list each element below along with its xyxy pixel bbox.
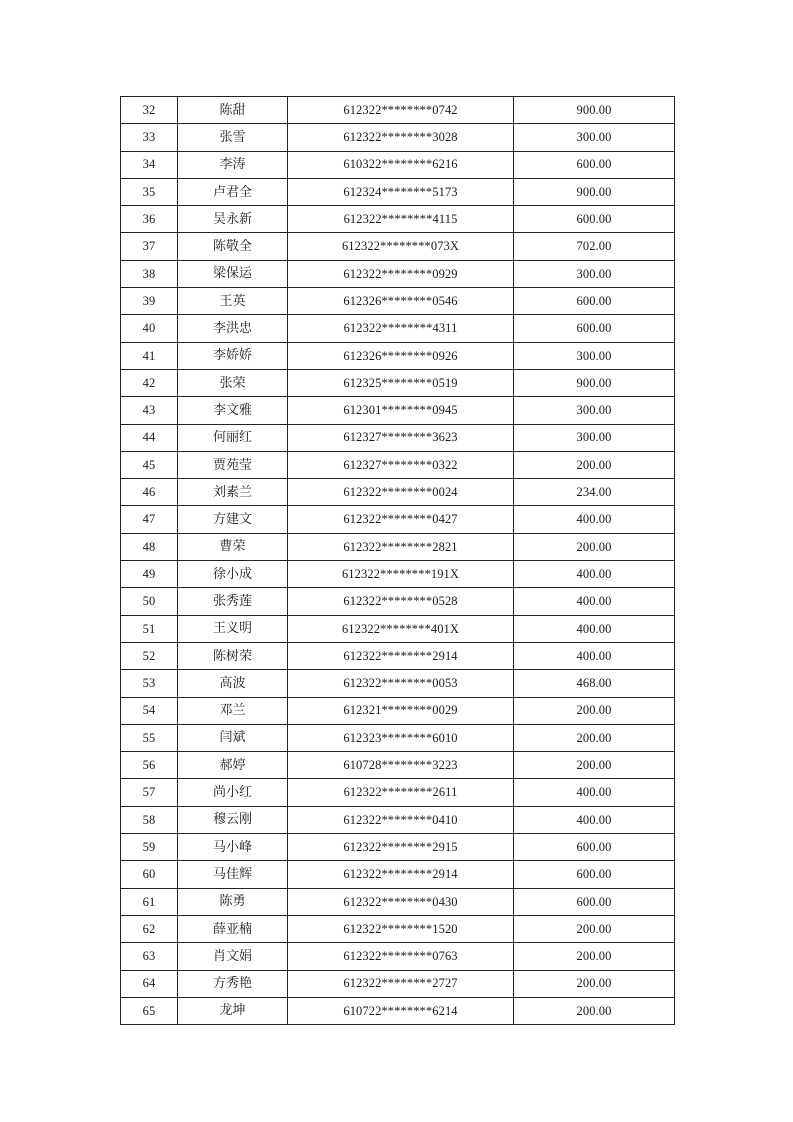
amount-value: 400.00 <box>514 615 675 642</box>
amount-value: 600.00 <box>514 888 675 915</box>
person-name: 吴永新 <box>178 206 288 233</box>
row-number: 64 <box>121 970 178 997</box>
row-number: 58 <box>121 806 178 833</box>
person-name: 王义明 <box>178 615 288 642</box>
person-name: 李文雅 <box>178 397 288 424</box>
id-number: 612324********5173 <box>288 178 514 205</box>
table-row <box>121 970 675 997</box>
person-name: 陈敬全 <box>178 233 288 260</box>
amount-value: 200.00 <box>514 697 675 724</box>
row-number: 55 <box>121 724 178 751</box>
amount-value: 200.00 <box>514 915 675 942</box>
row-number: 53 <box>121 670 178 697</box>
amount-value: 400.00 <box>514 642 675 669</box>
amount-value: 300.00 <box>514 424 675 451</box>
amount-value: 200.00 <box>514 997 675 1024</box>
id-number: 612322********0053 <box>288 670 514 697</box>
table-row <box>121 97 675 124</box>
person-name: 马佳辉 <box>178 861 288 888</box>
row-number: 57 <box>121 779 178 806</box>
table-row <box>121 724 675 751</box>
id-number: 612322********3028 <box>288 124 514 151</box>
row-number: 51 <box>121 615 178 642</box>
table-row <box>121 397 675 424</box>
id-number: 612322********0430 <box>288 888 514 915</box>
person-name: 龙坤 <box>178 997 288 1024</box>
table-row <box>121 997 675 1024</box>
amount-value: 200.00 <box>514 724 675 751</box>
table-row <box>121 233 675 260</box>
id-number: 612322********2914 <box>288 642 514 669</box>
person-name: 陈树荣 <box>178 642 288 669</box>
table-row <box>121 342 675 369</box>
person-name: 张雪 <box>178 124 288 151</box>
person-name: 高波 <box>178 670 288 697</box>
person-name: 李娇娇 <box>178 342 288 369</box>
person-name: 肖文娟 <box>178 943 288 970</box>
person-name: 闫斌 <box>178 724 288 751</box>
amount-value: 200.00 <box>514 533 675 560</box>
table-row <box>121 752 675 779</box>
row-number: 36 <box>121 206 178 233</box>
id-number: 612323********6010 <box>288 724 514 751</box>
row-number: 60 <box>121 861 178 888</box>
person-name: 李洪忠 <box>178 315 288 342</box>
amount-value: 600.00 <box>514 834 675 861</box>
row-number: 37 <box>121 233 178 260</box>
id-number: 612322********2914 <box>288 861 514 888</box>
id-number: 612327********0322 <box>288 451 514 478</box>
amount-value: 400.00 <box>514 779 675 806</box>
id-number: 612322********2821 <box>288 533 514 560</box>
person-name: 郝婷 <box>178 752 288 779</box>
amount-value: 900.00 <box>514 369 675 396</box>
row-number: 48 <box>121 533 178 560</box>
row-number: 38 <box>121 260 178 287</box>
table-row <box>121 834 675 861</box>
person-name: 刘素兰 <box>178 479 288 506</box>
person-name: 卢君全 <box>178 178 288 205</box>
person-name: 方秀艳 <box>178 970 288 997</box>
id-number: 612322********0929 <box>288 260 514 287</box>
table-body <box>121 97 675 1025</box>
table-row <box>121 424 675 451</box>
amount-value: 300.00 <box>514 124 675 151</box>
row-number: 50 <box>121 588 178 615</box>
table-row <box>121 779 675 806</box>
person-name: 曹荣 <box>178 533 288 560</box>
table-row <box>121 369 675 396</box>
amount-value: 400.00 <box>514 561 675 588</box>
person-name: 方建文 <box>178 506 288 533</box>
row-number: 65 <box>121 997 178 1024</box>
id-number: 612322********2727 <box>288 970 514 997</box>
person-name: 张荣 <box>178 369 288 396</box>
table-row <box>121 288 675 315</box>
table-row <box>121 615 675 642</box>
row-number: 39 <box>121 288 178 315</box>
table-row <box>121 533 675 560</box>
id-number: 612322********401X <box>288 615 514 642</box>
amount-value: 600.00 <box>514 151 675 178</box>
row-number: 61 <box>121 888 178 915</box>
id-number: 612322********191X <box>288 561 514 588</box>
row-number: 43 <box>121 397 178 424</box>
table-row <box>121 561 675 588</box>
amount-value: 400.00 <box>514 506 675 533</box>
id-number: 612301********0945 <box>288 397 514 424</box>
amount-value: 600.00 <box>514 861 675 888</box>
amount-value: 200.00 <box>514 970 675 997</box>
person-name: 马小峰 <box>178 834 288 861</box>
row-number: 41 <box>121 342 178 369</box>
table-row <box>121 697 675 724</box>
person-name: 贾苑莹 <box>178 451 288 478</box>
table-row <box>121 806 675 833</box>
table-row <box>121 151 675 178</box>
id-number: 610322********6216 <box>288 151 514 178</box>
id-number: 612327********3623 <box>288 424 514 451</box>
amount-value: 400.00 <box>514 588 675 615</box>
amount-value: 600.00 <box>514 206 675 233</box>
table-row <box>121 642 675 669</box>
amount-value: 702.00 <box>514 233 675 260</box>
row-number: 54 <box>121 697 178 724</box>
row-number: 47 <box>121 506 178 533</box>
id-number: 612321********0029 <box>288 697 514 724</box>
row-number: 45 <box>121 451 178 478</box>
id-number: 612322********0528 <box>288 588 514 615</box>
id-number: 612322********0427 <box>288 506 514 533</box>
person-name: 梁保运 <box>178 260 288 287</box>
amount-value: 600.00 <box>514 315 675 342</box>
table-row <box>121 506 675 533</box>
person-name: 陈勇 <box>178 888 288 915</box>
row-number: 44 <box>121 424 178 451</box>
table-row <box>121 670 675 697</box>
amount-value: 400.00 <box>514 806 675 833</box>
amount-value: 200.00 <box>514 451 675 478</box>
table-row <box>121 861 675 888</box>
amount-value: 300.00 <box>514 397 675 424</box>
table-row <box>121 124 675 151</box>
table-row <box>121 206 675 233</box>
table-row <box>121 451 675 478</box>
amount-value: 900.00 <box>514 178 675 205</box>
id-number: 612322********0742 <box>288 97 514 124</box>
id-number: 612322********073X <box>288 233 514 260</box>
row-number: 40 <box>121 315 178 342</box>
person-name: 邓兰 <box>178 697 288 724</box>
row-number: 52 <box>121 642 178 669</box>
row-number: 32 <box>121 97 178 124</box>
id-number: 612322********0410 <box>288 806 514 833</box>
amount-value: 300.00 <box>514 260 675 287</box>
person-name: 薛亚楠 <box>178 915 288 942</box>
id-number: 610728********3223 <box>288 752 514 779</box>
table-row <box>121 178 675 205</box>
row-number: 42 <box>121 369 178 396</box>
table-row <box>121 479 675 506</box>
amount-value: 300.00 <box>514 342 675 369</box>
id-number: 612325********0519 <box>288 369 514 396</box>
person-name: 张秀莲 <box>178 588 288 615</box>
row-number: 35 <box>121 178 178 205</box>
row-number: 34 <box>121 151 178 178</box>
id-number: 612326********0546 <box>288 288 514 315</box>
person-name: 李涛 <box>178 151 288 178</box>
row-number: 49 <box>121 561 178 588</box>
amount-value: 200.00 <box>514 943 675 970</box>
row-number: 46 <box>121 479 178 506</box>
amount-value: 468.00 <box>514 670 675 697</box>
row-number: 56 <box>121 752 178 779</box>
row-number: 62 <box>121 915 178 942</box>
amount-value: 600.00 <box>514 288 675 315</box>
person-name: 何丽红 <box>178 424 288 451</box>
row-number: 59 <box>121 834 178 861</box>
id-number: 612322********4115 <box>288 206 514 233</box>
amount-value: 200.00 <box>514 752 675 779</box>
row-number: 33 <box>121 124 178 151</box>
id-number: 610722********6214 <box>288 997 514 1024</box>
data-table <box>120 96 675 1025</box>
id-number: 612322********0763 <box>288 943 514 970</box>
table-row <box>121 943 675 970</box>
amount-value: 900.00 <box>514 97 675 124</box>
table-row <box>121 260 675 287</box>
table-row <box>121 315 675 342</box>
person-name: 尚小红 <box>178 779 288 806</box>
row-number: 63 <box>121 943 178 970</box>
person-name: 王英 <box>178 288 288 315</box>
person-name: 徐小成 <box>178 561 288 588</box>
table-row <box>121 915 675 942</box>
id-number: 612322********2915 <box>288 834 514 861</box>
amount-value: 234.00 <box>514 479 675 506</box>
person-name: 陈甜 <box>178 97 288 124</box>
id-number: 612322********0024 <box>288 479 514 506</box>
id-number: 612326********0926 <box>288 342 514 369</box>
person-name: 穆云刚 <box>178 806 288 833</box>
id-number: 612322********2611 <box>288 779 514 806</box>
id-number: 612322********4311 <box>288 315 514 342</box>
document-page <box>120 96 674 1025</box>
table-row <box>121 588 675 615</box>
table-row <box>121 888 675 915</box>
id-number: 612322********1520 <box>288 915 514 942</box>
